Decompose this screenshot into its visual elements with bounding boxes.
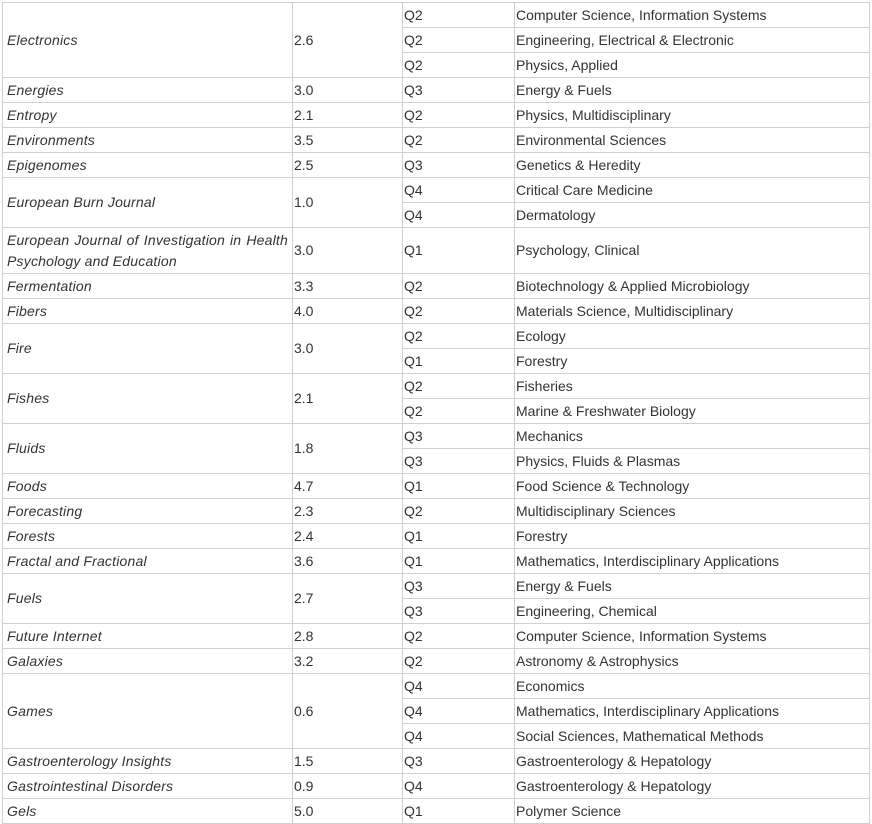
journal-name-cell: Fuels <box>3 574 293 624</box>
table-row <box>3 324 870 349</box>
quartile-cell: Q1 <box>403 349 515 374</box>
impact-factor-cell: 3.3 <box>293 274 403 299</box>
impact-factor-cell: 1.5 <box>293 749 403 774</box>
table-row <box>3 499 870 524</box>
impact-factor-cell: 2.3 <box>293 499 403 524</box>
table-row <box>3 574 870 599</box>
category-cell: Energy & Fuels <box>515 574 870 599</box>
journal-name-cell: Gastrointestinal Disorders <box>3 774 293 799</box>
impact-factor-cell: 3.0 <box>293 78 403 103</box>
journal-name-cell: Fluids <box>3 424 293 474</box>
journal-name-cell: Gels <box>3 799 293 824</box>
category-cell: Polymer Science <box>515 799 870 824</box>
quartile-cell: Q2 <box>403 274 515 299</box>
quartile-cell: Q3 <box>403 599 515 624</box>
category-cell: Genetics & Heredity <box>515 153 870 178</box>
quartile-cell: Q4 <box>403 699 515 724</box>
table-row <box>3 128 870 153</box>
category-cell: Physics, Fluids & Plasmas <box>515 449 870 474</box>
impact-factor-cell: 2.1 <box>293 103 403 128</box>
impact-factor-cell: 5.0 <box>293 799 403 824</box>
journal-name-cell: Games <box>3 674 293 749</box>
impact-factor-cell: 3.6 <box>293 549 403 574</box>
journal-table-body <box>3 3 870 824</box>
table-row <box>3 649 870 674</box>
quartile-cell: Q1 <box>403 549 515 574</box>
table-row <box>3 424 870 449</box>
category-cell: Multidisciplinary Sciences <box>515 499 870 524</box>
table-row <box>3 674 870 699</box>
quartile-cell: Q2 <box>403 499 515 524</box>
quartile-cell: Q1 <box>403 524 515 549</box>
category-cell: Materials Science, Multidisciplinary <box>515 299 870 324</box>
table-row <box>3 374 870 399</box>
journal-name-cell: Future Internet <box>3 624 293 649</box>
category-cell: Gastroenterology & Hepatology <box>515 774 870 799</box>
quartile-cell: Q3 <box>403 749 515 774</box>
quartile-cell: Q3 <box>403 153 515 178</box>
category-cell: Astronomy & Astrophysics <box>515 649 870 674</box>
journal-name-cell: Epigenomes <box>3 153 293 178</box>
impact-factor-cell: 3.0 <box>293 228 403 274</box>
impact-factor-cell: 2.7 <box>293 574 403 624</box>
category-cell: Gastroenterology & Hepatology <box>515 749 870 774</box>
quartile-cell: Q2 <box>403 3 515 28</box>
journal-name-cell: Galaxies <box>3 649 293 674</box>
quartile-cell: Q4 <box>403 178 515 203</box>
category-cell: Ecology <box>515 324 870 349</box>
journal-name-cell: Fishes <box>3 374 293 424</box>
impact-factor-cell: 2.1 <box>293 374 403 424</box>
quartile-cell: Q3 <box>403 449 515 474</box>
category-cell: Mathematics, Interdisciplinary Applications <box>515 549 870 574</box>
table-row <box>3 153 870 178</box>
category-cell: Mathematics, Interdisciplinary Applications <box>515 699 870 724</box>
quartile-cell: Q2 <box>403 53 515 78</box>
category-cell: Environmental Sciences <box>515 128 870 153</box>
category-cell: Forestry <box>515 349 870 374</box>
table-row <box>3 228 870 274</box>
quartile-cell: Q1 <box>403 474 515 499</box>
quartile-cell: Q3 <box>403 78 515 103</box>
quartile-cell: Q2 <box>403 28 515 53</box>
impact-factor-cell: 2.4 <box>293 524 403 549</box>
impact-factor-cell: 4.7 <box>293 474 403 499</box>
category-cell: Engineering, Electrical & Electronic <box>515 28 870 53</box>
impact-factor-cell: 1.0 <box>293 178 403 228</box>
journal-name-cell: Fibers <box>3 299 293 324</box>
journal-name-cell: Fractal and Fractional <box>3 549 293 574</box>
table-row <box>3 774 870 799</box>
quartile-cell: Q1 <box>403 799 515 824</box>
impact-factor-cell: 0.9 <box>293 774 403 799</box>
quartile-cell: Q2 <box>403 103 515 128</box>
category-cell: Economics <box>515 674 870 699</box>
category-cell: Social Sciences, Mathematical Methods <box>515 724 870 749</box>
category-cell: Computer Science, Information Systems <box>515 624 870 649</box>
journal-name-cell: Foods <box>3 474 293 499</box>
table-row <box>3 78 870 103</box>
impact-factor-cell: 3.5 <box>293 128 403 153</box>
journal-name-cell: Fermentation <box>3 274 293 299</box>
journal-name-cell: Forests <box>3 524 293 549</box>
table-row <box>3 549 870 574</box>
impact-factor-cell: 3.2 <box>293 649 403 674</box>
journal-name-cell: Fire <box>3 324 293 374</box>
quartile-cell: Q4 <box>403 774 515 799</box>
quartile-cell: Q4 <box>403 674 515 699</box>
quartile-cell: Q2 <box>403 399 515 424</box>
journal-name-cell: Entropy <box>3 103 293 128</box>
table-row <box>3 799 870 824</box>
table-row <box>3 749 870 774</box>
category-cell: Mechanics <box>515 424 870 449</box>
journal-name-cell: European Journal of Investigation in Health Psychology and Education <box>3 228 293 274</box>
impact-factor-cell: 2.8 <box>293 624 403 649</box>
impact-factor-cell: 4.0 <box>293 299 403 324</box>
category-cell: Energy & Fuels <box>515 78 870 103</box>
quartile-cell: Q2 <box>403 374 515 399</box>
journal-name-cell: Forecasting <box>3 499 293 524</box>
journal-name-cell: Environments <box>3 128 293 153</box>
quartile-cell: Q4 <box>403 203 515 228</box>
journal-name-cell: Gastroenterology Insights <box>3 749 293 774</box>
category-cell: Physics, Multidisciplinary <box>515 103 870 128</box>
category-cell: Fisheries <box>515 374 870 399</box>
quartile-cell: Q2 <box>403 624 515 649</box>
category-cell: Dermatology <box>515 203 870 228</box>
impact-factor-cell: 1.8 <box>293 424 403 474</box>
quartile-cell: Q3 <box>403 424 515 449</box>
quartile-cell: Q2 <box>403 299 515 324</box>
journal-name-cell: Energies <box>3 78 293 103</box>
table-row <box>3 3 870 28</box>
category-cell: Physics, Applied <box>515 53 870 78</box>
category-cell: Engineering, Chemical <box>515 599 870 624</box>
category-cell: Marine & Freshwater Biology <box>515 399 870 424</box>
impact-factor-cell: 0.6 <box>293 674 403 749</box>
category-cell: Computer Science, Information Systems <box>515 3 870 28</box>
category-cell: Biotechnology & Applied Microbiology <box>515 274 870 299</box>
table-row <box>3 474 870 499</box>
category-cell: Critical Care Medicine <box>515 178 870 203</box>
journal-name-cell: European Burn Journal <box>3 178 293 228</box>
table-row <box>3 624 870 649</box>
journal-table <box>2 2 870 824</box>
table-row <box>3 524 870 549</box>
quartile-cell: Q2 <box>403 128 515 153</box>
quartile-cell: Q3 <box>403 574 515 599</box>
category-cell: Food Science & Technology <box>515 474 870 499</box>
quartile-cell: Q2 <box>403 649 515 674</box>
quartile-cell: Q2 <box>403 324 515 349</box>
table-row <box>3 274 870 299</box>
table-row <box>3 103 870 128</box>
quartile-cell: Q1 <box>403 228 515 274</box>
journal-name-cell: Electronics <box>3 3 293 78</box>
category-cell: Psychology, Clinical <box>515 228 870 274</box>
table-row <box>3 178 870 203</box>
impact-factor-cell: 2.6 <box>293 3 403 78</box>
impact-factor-cell: 3.0 <box>293 324 403 374</box>
impact-factor-cell: 2.5 <box>293 153 403 178</box>
quartile-cell: Q4 <box>403 724 515 749</box>
category-cell: Forestry <box>515 524 870 549</box>
table-row <box>3 299 870 324</box>
